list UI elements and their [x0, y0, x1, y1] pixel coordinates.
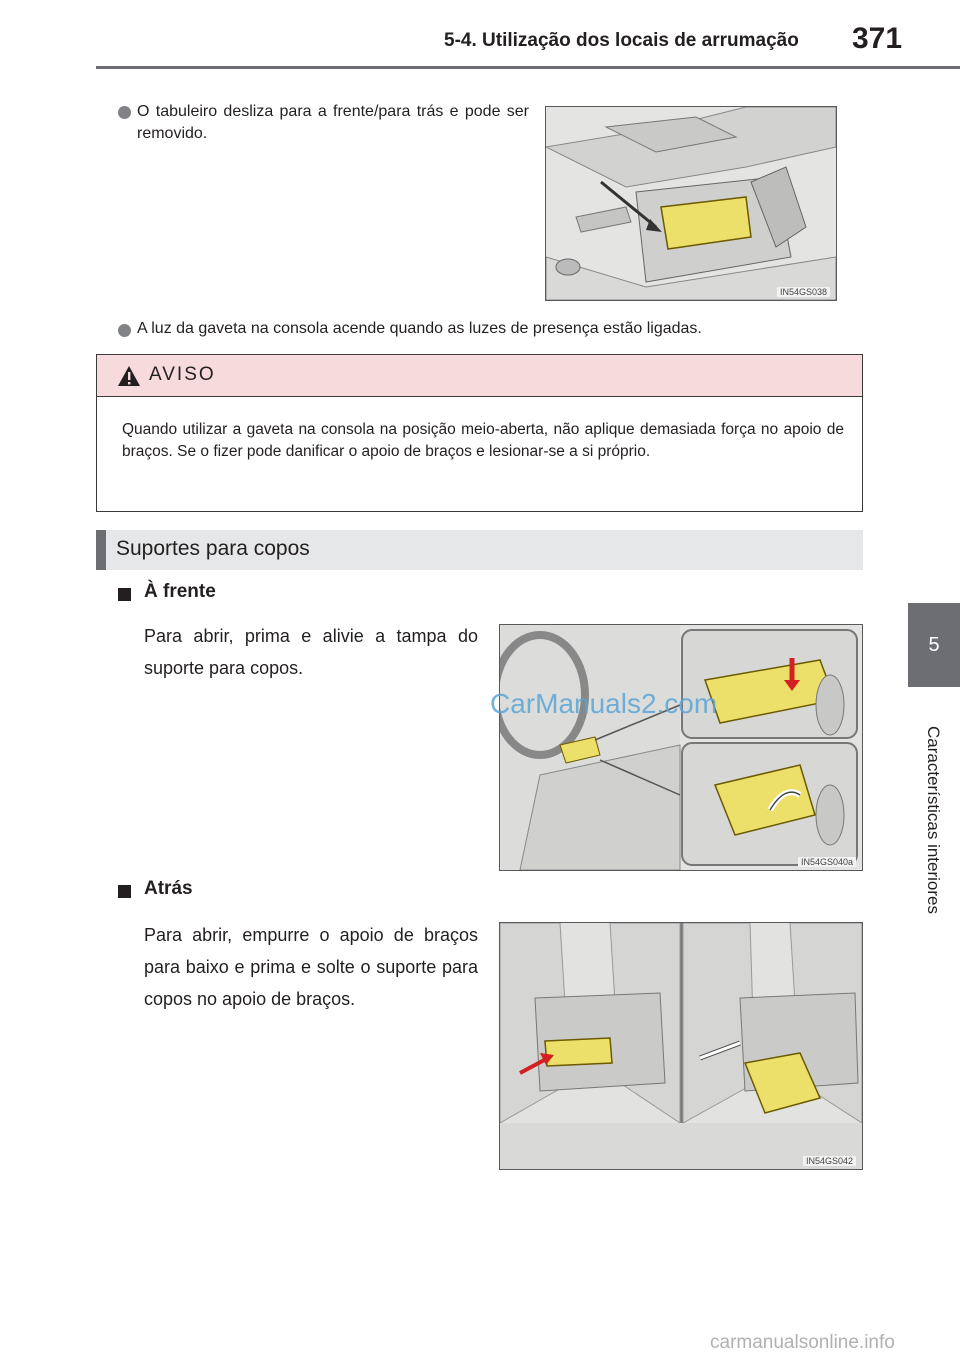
square-bullet-icon — [118, 885, 131, 898]
bullet-text: A luz da gaveta na consola acende quando as luzes de presença estão ligadas. — [137, 320, 702, 337]
header-rule — [96, 66, 960, 69]
warning-triangle-icon — [117, 365, 141, 387]
warning-text: Quando utilizar a gaveta na consola na posição meio-aberta, não aplique demasiada força no apoio de braços. Se o fizer pode danificar o apoio de braços e lesionar-se a si próprio. — [122, 421, 844, 460]
rear-cup-holder-illustration — [499, 922, 863, 1170]
subsection-heading: À frente — [144, 581, 216, 602]
footer-watermark: carmanualsonline.info — [710, 1332, 895, 1353]
subsection-heading: Atrás — [144, 878, 193, 899]
running-header-title: 5-4. Utilização dos locais de arrumação — [444, 30, 799, 51]
section-title: Suportes para copos — [116, 537, 310, 560]
bullet-dot-icon — [118, 324, 131, 337]
subsection-text: Para abrir, prima e alivie a tampa do suporte para copos. — [144, 626, 478, 678]
bullet-dot-icon — [118, 106, 131, 119]
warning-header — [97, 355, 862, 397]
chapter-tab-number: 5 — [908, 603, 960, 687]
figure-code: IN54GS042 — [803, 1156, 856, 1166]
console-tray-illustration — [545, 106, 837, 301]
front-cup-holder-illustration — [499, 624, 863, 871]
square-bullet-icon — [118, 588, 131, 601]
bullet-text: O tabuleiro desliza para a frente/para trás e pode ser removido. — [137, 103, 529, 142]
warning-title: AVISO — [149, 364, 216, 385]
figure-code: IN54GS040a — [798, 857, 856, 867]
warning-box — [96, 354, 863, 512]
figure-code: IN54GS038 — [777, 287, 830, 297]
subsection-text: Para abrir, empurre o apoio de braços para baixo e prima e solte o suporte para copos no apoio de braços. — [144, 925, 478, 1009]
section-heading-bar — [96, 530, 863, 570]
chapter-tab-label: Características interiores — [924, 725, 943, 915]
page-number: 371 — [852, 22, 903, 55]
watermark-text: CarManuals2.com — [490, 688, 718, 719]
section-accent — [96, 530, 106, 570]
